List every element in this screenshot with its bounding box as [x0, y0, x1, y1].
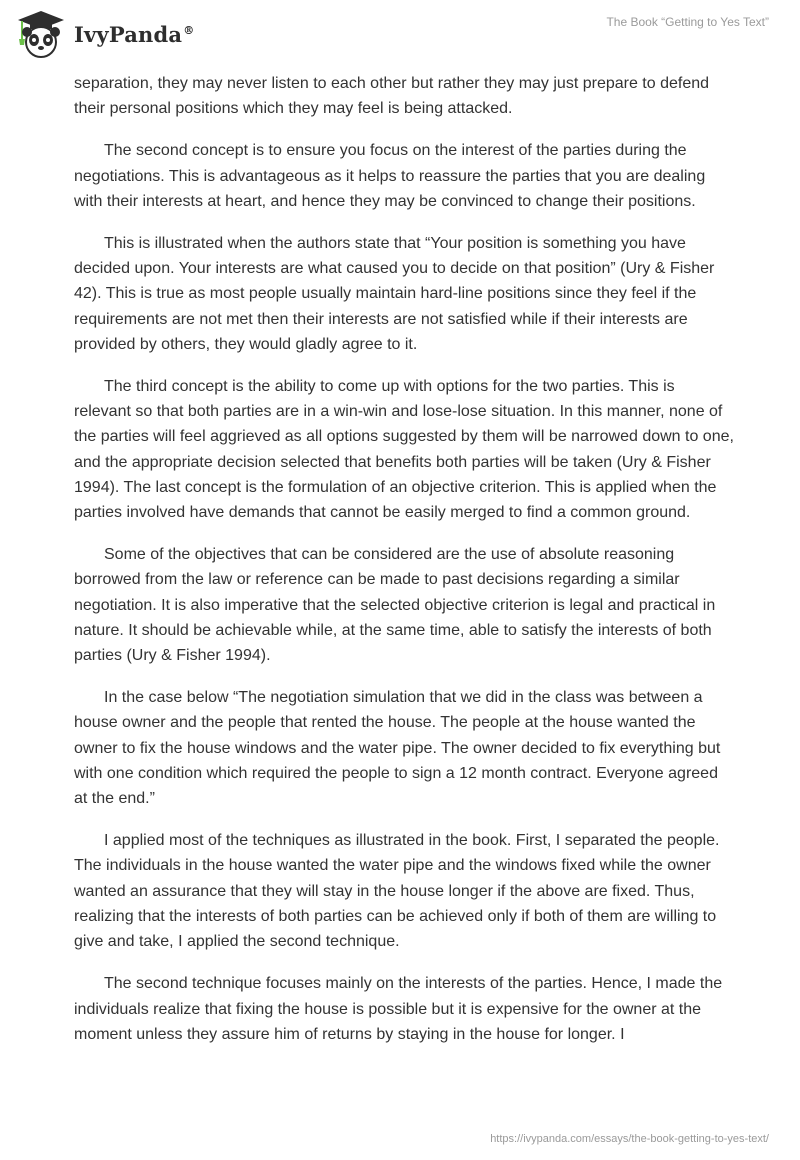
registered-mark: ®: [183, 23, 195, 37]
brand-name-text: IvyPanda: [74, 21, 183, 47]
document-title: The Book “Getting to Yes Text”: [606, 15, 769, 29]
paragraph: The second technique focuses mainly on the interests of the parties. Hence, I made the individuals realize that fixing the house is possible but it is expensive for the owner at the moment unless they assure him of returns by staying in the house for longer. I: [74, 975, 723, 1043]
paragraph: The third concept is the ability to come up with options for the two parties. This is relevant so that both parties are in a win-win and lose-lose situation. In this manner, none of the parties will feel aggrieved as all options suggested by them will be narrowed down to one, and the appropriate decision selected that benefits both parties will be taken (Ury & Fisher 1994). The last concept is the formulation of an objective criterion. This is applied when the parties involved have demands that cannot be easily merged to find a common ground.: [74, 378, 734, 522]
essay-body: [74, 71, 734, 1064]
paragraph: I applied most of the techniques as illustrated in the book. First, I separated the people. The individuals in the house wanted the water pipe and the windows fixed while the owner wanted an assurance that they will stay in the house longer if the above are fixed. Thus, realizing that the interests of both parties can be achieved only if both of them are willing to give and take, I applied the second technique.: [74, 832, 720, 951]
paragraph: separation, they may never listen to each other but rather they may just prepare to defend their personal positions which they may feel is being attacked.: [74, 75, 710, 118]
paragraph: Some of the objectives that can be considered are the use of absolute reasoning borrowed from the law or reference can be made to past decisions regarding a similar negotiation. It is also imperative that the selected objective criterion is legal and practical in nature. It should be achievable while, at the same time, able to satisfy the interests of both parties (Ury & Fisher 1994).: [74, 546, 716, 665]
ivypanda-logo[interactable]: [14, 9, 234, 59]
paragraph: This is illustrated when the authors state that “Your position is something you have decided upon. Your interests are what caused you to decide on that position” (Ury & Fisher 42). This is true as most people usually maintain hard-line positions since they feel if the requirements are not met then their interests are not satisfied while if their interests are provided by others, they would gladly agree to it.: [74, 235, 715, 353]
paragraph: In the case below “The negotiation simulation that we did in the class was between a house owner and the people that rented the house. The people at the house wanted the owner to fix the house windows and the water pipe. The owner decided to fix everything but with one condition which required the people to sign a 12 month contract. Everyone agreed at the end.”: [74, 689, 721, 808]
paragraph: The second concept is to ensure you focus on the interest of the parties during the negotiations. This is advantageous as it helps to reassure the parties that you are dealing with their interests at heart, and hence they may be convinced to change their positions.: [74, 142, 706, 210]
page-header: [0, 0, 800, 66]
panda-graduate-icon: [14, 9, 68, 59]
source-url[interactable]: https://ivypanda.com/essays/the-book-getting-to-yes-text/: [490, 1133, 769, 1145]
brand-name: [74, 22, 194, 47]
